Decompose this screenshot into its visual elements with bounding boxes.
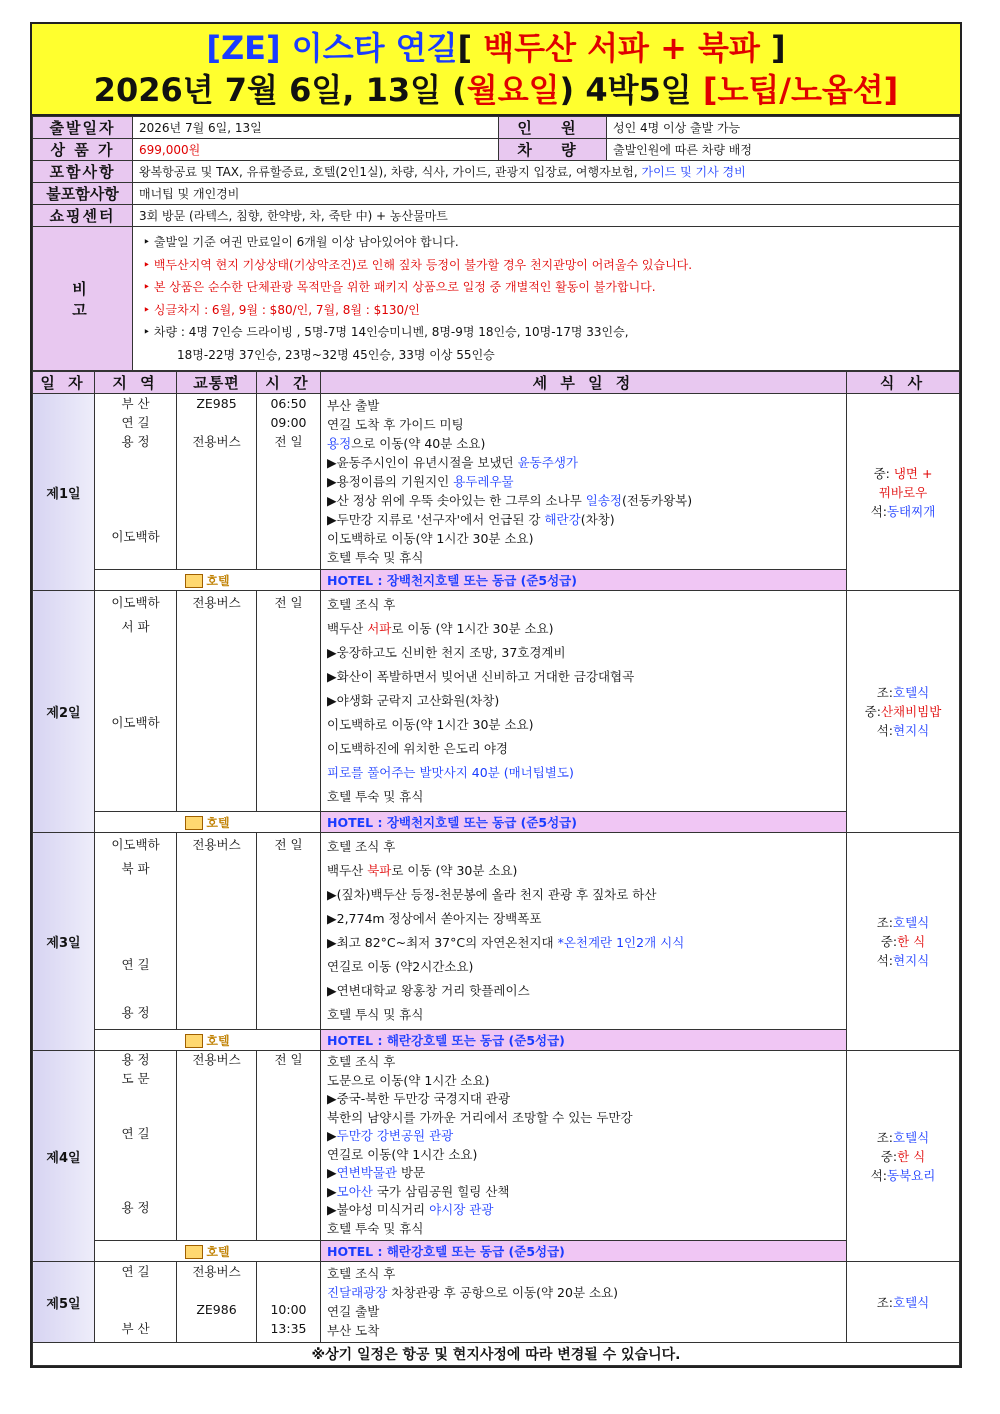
exclude-value: 매너팁 및 개인경비 — [133, 183, 960, 205]
line: 13:35 — [270, 1321, 307, 1336]
line: 호텔 투숙 및 휴식 — [327, 1220, 424, 1236]
hotel-icon-label: 호텔 — [206, 573, 230, 588]
building-icon — [185, 574, 203, 588]
hotel-row — [33, 812, 960, 833]
depart-value: 2026년 7월 6일, 13일 — [133, 117, 499, 139]
note-5: ‣ 차량 : 4명 7인승 드라이빙 , 5명-7명 14인승미니벤, 8명-9명 18인승, 10명-17명 33인승, — [143, 325, 629, 339]
col-transport: 교통편 — [177, 372, 257, 394]
title-bracket-open: [ — [457, 29, 473, 67]
line: 연길 출발 — [327, 1304, 380, 1319]
col-detail: 세 부 일 정 — [321, 372, 847, 394]
line: ▶2,774m 정상에서 쏟아지는 장백폭포 — [327, 911, 542, 926]
line — [97, 1300, 174, 1319]
line: 연 길 — [121, 1126, 150, 1141]
hotel-icon-label: 호텔 — [206, 1033, 230, 1048]
line: 도문으로 이동(약 1시간 소요) — [327, 1072, 490, 1088]
line — [259, 1262, 318, 1281]
line: ▶중국-북한 두만강 국경지대 관광 — [327, 1091, 511, 1106]
line: 부 산 — [121, 1321, 150, 1336]
line: ▶용정이름의 기원지인 용두레우물 — [327, 474, 514, 489]
meal-line: 조:호텔식 — [876, 915, 930, 930]
people-value: 성인 4명 이상 출발 가능 — [607, 117, 960, 139]
day-label: 제1일 — [33, 394, 95, 591]
line: ▶불야성 미식거리 야시장 관광 — [327, 1202, 494, 1217]
itinerary-sheet — [30, 22, 962, 1368]
title-bracket-close: ] — [771, 29, 786, 67]
line: 전용버스 — [192, 837, 241, 852]
note-1: ‣ 출발일 기준 여권 만료일이 6개월 이상 남아있어야 합니다. — [143, 235, 459, 249]
hotel-line: HOTEL : 해란강호텔 또는 동급 (준5성급) — [321, 1030, 847, 1051]
line: 전용버스 — [192, 595, 241, 610]
line: 전용버스 — [192, 1052, 241, 1067]
day-label: 제2일 — [33, 591, 95, 833]
line: ▶화산이 폭발하면서 빚어낸 신비하고 거대한 금강대협곡 — [327, 669, 635, 684]
vehicle-value: 출발인원에 따른 차량 배정 — [607, 139, 960, 161]
line — [97, 929, 174, 953]
title-line-2 — [32, 68, 960, 112]
title-line-1 — [32, 24, 960, 68]
footer-note: ※상기 일정은 항공 및 현지사정에 따라 변경될 수 있습니다. — [33, 1343, 960, 1366]
day-row — [33, 394, 960, 570]
hotel-icon-label: 호텔 — [206, 1244, 230, 1259]
line: 연 길 — [121, 957, 150, 972]
title-option: [노팁/노옵션] — [702, 71, 899, 109]
line: 용 정 — [121, 1052, 150, 1067]
note-6: 18명-22명 37인승, 23명~32명 45인승, 33명 이상 55인승 — [177, 347, 495, 362]
line: 이도백하로 이동(약 1시간 30분 소요) — [327, 531, 534, 546]
line: 전 일 — [274, 1052, 303, 1067]
line: 전용버스 — [192, 1264, 241, 1279]
line: 용 정 — [121, 1200, 150, 1215]
line — [97, 905, 174, 929]
price-value: 699,000원 — [133, 139, 499, 161]
meal-cell — [847, 394, 960, 591]
meal-cell — [847, 1051, 960, 1262]
vehicle-label: 차 량 — [499, 139, 607, 161]
line: 09:00 — [270, 415, 307, 430]
hotel-line: HOTEL : 해란강호텔 또는 동급 (준5성급) — [321, 1241, 847, 1262]
meal-line: 중: 냉면 + — [873, 465, 933, 481]
day-label: 제3일 — [33, 833, 95, 1051]
people-label: 인 원 — [499, 117, 607, 139]
include-text: 왕복항공료 및 TAX, 유류할증료, 호텔(2인1실), 차량, 식사, 가이드, 관광지 입장료, 여행자보험, — [139, 165, 642, 179]
line: 진달래광장 차창관광 후 공항으로 이동(약 20분 소요) — [327, 1285, 619, 1300]
line — [97, 1107, 174, 1126]
line: ▶모아산 국가 삼림공원 힐링 산책 — [327, 1183, 510, 1199]
notes — [133, 227, 960, 371]
hotel-icon — [95, 1030, 321, 1051]
meal-line: 조:호텔식 — [876, 1129, 930, 1145]
line — [97, 639, 174, 663]
hotel-icon — [95, 812, 321, 833]
meal-line: 석:현지식 — [876, 723, 930, 738]
line: ▶윤동주시인이 유년시절을 보냈던 윤동주생가 — [327, 455, 578, 470]
line: 이도백하 — [111, 529, 160, 544]
line — [97, 1088, 174, 1107]
meal-line: 조:호텔식 — [876, 1294, 930, 1310]
title-dates: 2026년 7월 6일, 13일 ( — [93, 71, 467, 109]
line — [97, 546, 174, 565]
line: 연길로 이동(약 1시간 소요) — [327, 1146, 478, 1162]
line: 용정으로 이동(약 40분 소요) — [327, 436, 486, 451]
line — [179, 1281, 254, 1300]
line: 호텔 조식 후 — [327, 1054, 396, 1069]
meal-line: 석:동북요리 — [870, 1167, 936, 1183]
day-row — [33, 1262, 960, 1343]
note-label: 비 고 — [33, 227, 133, 371]
line: 전 일 — [274, 595, 303, 610]
col-day: 일 자 — [33, 372, 95, 394]
line — [97, 687, 174, 711]
column-header-row — [33, 372, 960, 394]
title-banner — [32, 24, 960, 116]
meal-line: 석:동태찌개 — [870, 503, 936, 519]
hotel-icon-label: 호텔 — [206, 815, 230, 830]
meal-cell — [847, 1262, 960, 1343]
line: ▶최고 82°C~최저 37°C의 자연온천지대 *온천계란 1인2개 시식 — [327, 935, 685, 950]
line: 북한의 남양시를 가까운 거리에서 조망할 수 있는 두만강 — [327, 1109, 633, 1125]
hotel-row — [33, 1241, 960, 1262]
line: ZE985 — [196, 396, 237, 411]
line: 연길로 이동 (약2시간소요) — [327, 959, 474, 974]
line: 호텔 투숙 및 휴식 — [327, 789, 424, 804]
line: ▶산 정상 위에 우뚝 솟아있는 한 그루의 소나무 일송정(전동카왕복) — [327, 493, 693, 508]
line: 이도백하 — [111, 837, 160, 852]
day-row — [33, 833, 960, 1030]
schedule-detail — [321, 591, 847, 812]
line: 전 일 — [274, 837, 303, 852]
line: 06:50 — [270, 396, 307, 411]
line: 이도백하로 이동(약 1시간 30분 소요) — [327, 717, 534, 732]
note-3: ‣ 본 상품은 순수한 단체관광 목적만을 위한 패키지 상품으로 일정 중 개별적인 활동이 불가합니다. — [143, 280, 656, 294]
hotel-icon — [95, 1241, 321, 1262]
meal-line: 중:한 식 — [880, 1148, 926, 1164]
line — [97, 1144, 174, 1163]
col-meal: 식 사 — [847, 372, 960, 394]
meal-cell — [847, 591, 960, 833]
line: 피로를 풀어주는 발맛사지 40분 (매너팁별도) — [327, 765, 574, 780]
schedule-detail — [321, 394, 847, 570]
meal-line: 조:호텔식 — [876, 685, 930, 700]
building-icon — [185, 1245, 203, 1259]
schedule-detail — [321, 833, 847, 1030]
hotel-line: HOTEL : 장백천지호텔 또는 동급 (준5성급) — [321, 812, 847, 833]
col-region: 지 역 — [95, 372, 177, 394]
shop-value: 3회 방문 (라텍스, 침향, 한약방, 차, 죽탄 中) + 농산물마트 — [133, 205, 960, 227]
line: ▶두만강 강변공원 관광 — [327, 1128, 454, 1143]
line — [97, 977, 174, 1001]
line: ▶연변박물관 방문 — [327, 1165, 426, 1180]
day-label: 제5일 — [33, 1262, 95, 1343]
price-label: 상 품 가 — [33, 139, 133, 161]
line — [259, 1281, 318, 1300]
line: ▶(짚차)백두산 등정-천문봉에 올라 천지 관광 후 짚차로 하산 — [327, 887, 657, 902]
line: ▶야생화 군락지 고산화원(차창) — [327, 693, 500, 708]
hotel-row — [33, 570, 960, 591]
meal-cell — [847, 833, 960, 1051]
shop-label: 쇼핑센터 — [33, 205, 133, 227]
line — [97, 489, 174, 508]
schedule-detail — [321, 1262, 847, 1343]
line — [97, 881, 174, 905]
line — [97, 508, 174, 527]
note-4: ‣ 싱글차지 : 6월, 9월 : $80/인, 7월, 8월 : $130/인 — [143, 302, 420, 317]
line: 이도백하 — [111, 595, 160, 610]
hotel-line: HOTEL : 장백천지호텔 또는 동급 (준5성급) — [321, 570, 847, 591]
line: 서 파 — [121, 619, 150, 634]
line: 호텔 조식 후 — [327, 1266, 396, 1281]
day-row — [33, 1051, 960, 1241]
title-weekday: 월요일 — [466, 71, 560, 109]
line: 호텔 투숙 및 휴식 — [327, 550, 424, 565]
meal-line: 석:현지식 — [876, 953, 930, 968]
title-route: 백두산 서파 + 북파 — [472, 29, 772, 67]
col-time: 시 간 — [257, 372, 321, 394]
include-extra: 가이드 및 기사 경비 — [641, 165, 746, 179]
line: 연 길 — [121, 1264, 150, 1279]
line: ZE986 — [196, 1302, 237, 1317]
meal-line: 꿔바로우 — [878, 484, 928, 500]
line — [97, 1162, 174, 1181]
include-label: 포함사항 — [33, 161, 133, 183]
line: 북 파 — [121, 861, 150, 876]
building-icon — [185, 1034, 203, 1048]
line: 전 일 — [274, 434, 303, 449]
day-row — [33, 591, 960, 812]
line: 부산 출발 — [327, 398, 380, 413]
include-value — [133, 161, 960, 183]
line: 백두산 북파로 이동 (약 30분 소요) — [327, 863, 518, 878]
hotel-row — [33, 1030, 960, 1051]
line — [179, 1319, 254, 1338]
schedule-detail — [321, 1051, 847, 1241]
depart-label: 출발일자 — [33, 117, 133, 139]
line: 백두산 서파로 이동 (약 1시간 30분 소요) — [327, 621, 554, 636]
building-icon — [185, 816, 203, 830]
line: 호텔 조식 후 — [327, 597, 396, 612]
line — [97, 1181, 174, 1200]
line — [97, 1281, 174, 1300]
line: 연 길 — [121, 415, 150, 430]
line: 용 정 — [121, 1005, 150, 1020]
line: 부 산 — [121, 396, 150, 411]
line — [179, 413, 254, 432]
line: ▶웅장하고도 신비한 천지 조망, 37호경계비 — [327, 645, 566, 660]
line: 용 정 — [121, 434, 150, 449]
line: ▶두만강 지류로 '선구자'에서 언급된 강 해란강(차창) — [327, 512, 615, 527]
meal-line: 중:산채비빔밥 — [864, 704, 942, 719]
title-duration: ) 4박5일 — [559, 71, 703, 109]
line — [97, 470, 174, 489]
note-2: ‣ 백두산지역 현지 기상상태(기상악조건)로 인해 짚차 등정이 불가할 경우 천지관망이 어려울수 있습니다. — [143, 257, 693, 272]
line: 도 문 — [121, 1070, 150, 1086]
title-prefix: [ZE] 이스타 연길 — [206, 29, 458, 67]
hotel-icon — [95, 570, 321, 591]
line: 이도백하 — [111, 715, 160, 730]
day-rows — [33, 394, 960, 1343]
line: 부산 도착 — [327, 1323, 380, 1338]
day-label: 제4일 — [33, 1051, 95, 1262]
line: 연길 도착 후 가이드 미팅 — [327, 417, 464, 432]
meal-line: 중:한 식 — [880, 934, 926, 949]
line: 호텔 조식 후 — [327, 839, 396, 854]
line: 호텔 투식 및 휴식 — [327, 1007, 424, 1022]
line: 10:00 — [270, 1302, 307, 1317]
line: 전용버스 — [192, 434, 241, 449]
line: 이도백하진에 위치한 은도리 야경 — [327, 741, 508, 756]
line: ▶연변대학교 왕홍창 거리 핫플레이스 — [327, 983, 530, 998]
exclude-label: 불포함사항 — [33, 183, 133, 205]
line — [97, 451, 174, 470]
info-table — [32, 116, 960, 371]
schedule-table — [32, 371, 960, 1366]
line — [97, 663, 174, 687]
